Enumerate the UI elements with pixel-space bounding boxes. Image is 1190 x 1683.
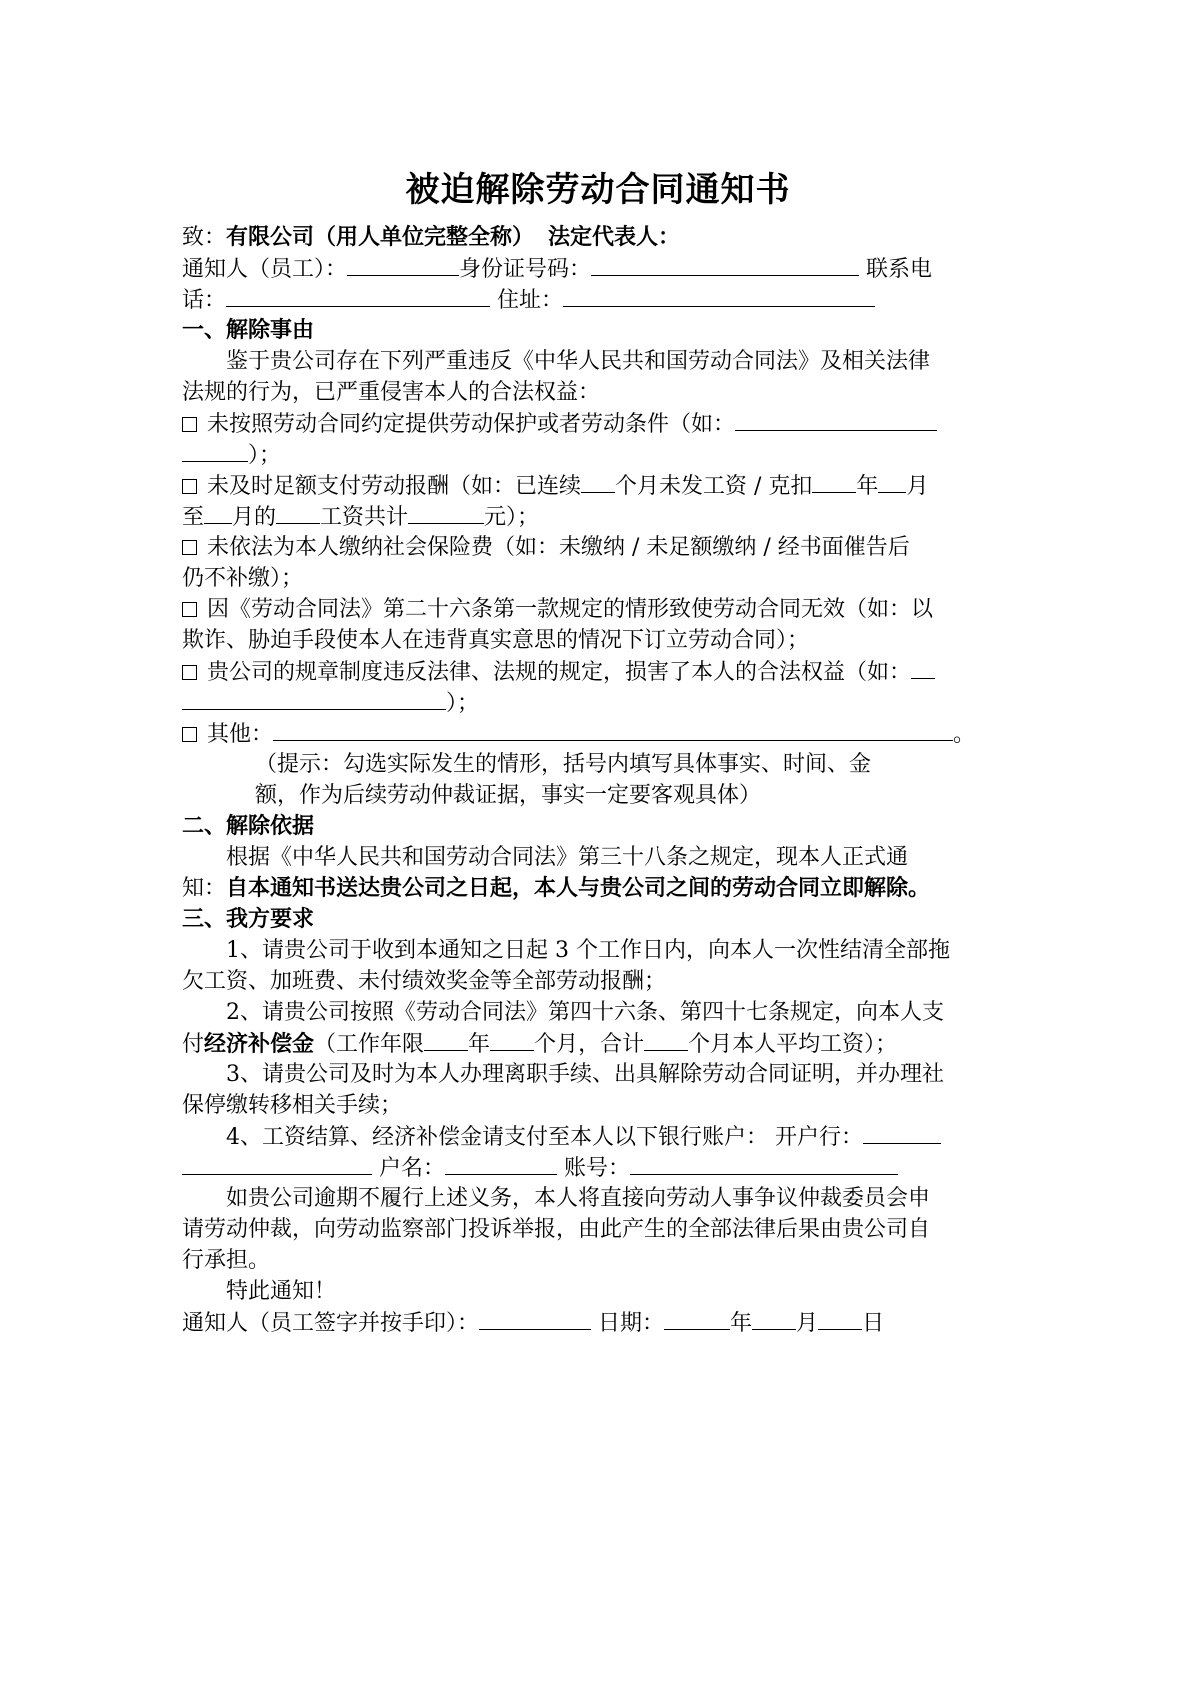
request-2-total-label: 个月，合计 (534, 1032, 645, 1057)
request-4-b (182, 1152, 1014, 1183)
section2-notice: 知： (182, 876, 227, 901)
account-name-label: 户名： (379, 1156, 446, 1181)
date-label: 日期： (598, 1311, 665, 1336)
signature-field[interactable] (479, 1307, 591, 1330)
notifier-name-field[interactable] (347, 253, 459, 276)
section2-text-a: 根据《中华人民共和国劳动合同法》第三十八条之规定，现本人正式通 (226, 845, 909, 870)
work-years-field[interactable] (424, 1028, 468, 1051)
signature-label: 通知人（员工签字并按手印）： (182, 1311, 480, 1336)
reason-1-field[interactable] (735, 408, 937, 431)
unpaid-months-field[interactable] (581, 470, 615, 493)
reason-item-1-cont (182, 439, 1014, 470)
section3-heading: 三、我方要求 (182, 906, 315, 932)
request-3-a: 3、请贵公司及时为本人办理离职手续、出具解除劳动合同证明，并办理社 (226, 1062, 944, 1087)
reason-3-text: 未依法为本人缴纳社会保险费（如：未缴纳 / 未足额缴纳 / 经书面催告后 (207, 535, 910, 560)
reason-2-year: 年 (856, 474, 879, 499)
checkbox-reason-2[interactable] (182, 479, 197, 494)
date-day: 日 (862, 1311, 885, 1336)
reason-4-text: 因《劳动合同法》第二十六条第一款规定的情形致使劳动合同无效（如：以 (207, 597, 934, 622)
phone-field[interactable] (226, 284, 490, 307)
closing-para-c: 行承担。 (182, 1248, 271, 1273)
section1-intro-b: 法规的行为，已严重侵害本人的合法权益： (182, 380, 601, 405)
account-name-field[interactable] (445, 1152, 557, 1175)
legal-rep-label: 法定代表人： (548, 224, 681, 250)
reason-5-close: ）； (446, 691, 480, 716)
deduct-month-to-field[interactable] (204, 501, 232, 524)
reason-other-end: 。 (953, 722, 976, 747)
phone-label: 联系电 (866, 257, 933, 282)
document-body (182, 222, 1014, 1338)
reason-item-2-cont (182, 501, 1014, 532)
hint-line-a: （提示：勾选实际发生的情形，括号内填写具体事实、时间、金 (255, 752, 872, 777)
termination-statement: 自本通知书送达贵公司之日起，本人与贵公司之间的劳动合同立即解除。 (226, 875, 931, 901)
request-2-b (182, 1028, 1014, 1059)
address-field[interactable] (563, 284, 875, 307)
special-notice: 特此通知！ (226, 1279, 337, 1304)
reason-2-month-of: 月的 (232, 505, 277, 530)
reason-item-1 (182, 408, 1014, 439)
date-day-field[interactable] (818, 1307, 862, 1330)
request-3-b: 保停缴转移相关手续； (182, 1093, 403, 1118)
reason-2-text-b: 个月未发工资 / 克扣 (615, 474, 813, 499)
reason-item-4-cont: 欺诈、胁迫手段使本人在违背真实意思的情况下订立劳动合同）； (182, 628, 810, 653)
address-label: 住址： (497, 288, 564, 313)
reason-1-close: ）； (248, 443, 282, 468)
section1-heading: 一、解除事由 (182, 317, 315, 343)
date-year: 年 (730, 1311, 753, 1336)
total-months-field[interactable] (644, 1028, 688, 1051)
request-1-b: 欠工资、加班费、未付绩效奖金等全部劳动报酬； (182, 969, 667, 994)
document-title: 被迫解除劳动合同通知书 (405, 170, 791, 210)
deduct-month-from-field[interactable] (878, 470, 906, 493)
reason-5-text: 贵公司的规章制度违反法律、法规的规定，损害了本人的合法权益（如： (207, 660, 912, 685)
checkbox-reason-3[interactable] (182, 540, 197, 555)
reason-2-yuan: 元）； (484, 505, 540, 530)
work-months-field[interactable] (490, 1028, 534, 1051)
company-name: 有限公司（用人单位完整全称） (226, 224, 535, 250)
request-2-year: 年 (468, 1032, 491, 1057)
section2-text-b (182, 873, 1014, 904)
account-number-field[interactable] (630, 1152, 898, 1175)
id-number-label: 身份证号码： (459, 257, 592, 282)
reason-2-total: 工资共计 (320, 505, 409, 530)
request-4-a (182, 1121, 1014, 1152)
reason-item-5 (182, 656, 1014, 687)
section1-intro-a: 鉴于贵公司存在下列严重违反《中华人民共和国劳动合同法》及相关法律 (226, 349, 931, 374)
to-prefix: 致： (182, 225, 227, 250)
closing-para-b: 请劳动仲裁，向劳动监察部门投诉举报，由此产生的全部法律后果由贵公司自 (182, 1217, 931, 1242)
deduct-year-field[interactable] (812, 470, 856, 493)
date-month: 月 (796, 1311, 819, 1336)
reason-2-month: 月 (906, 474, 929, 499)
reason-2-to: 至 (182, 505, 205, 530)
request-2-a: 2、请贵公司按照《劳动合同法》第四十六条、第四十七条规定，向本人支 (226, 1000, 944, 1025)
phone-address-line (182, 284, 1014, 315)
reason-item-3 (182, 532, 1014, 563)
reason-1-field-cont[interactable] (182, 439, 248, 462)
section2-heading: 二、解除依据 (182, 813, 315, 839)
checkbox-reason-5[interactable] (182, 665, 197, 680)
reason-other-field[interactable] (273, 718, 953, 741)
bank-name-field[interactable] (863, 1121, 941, 1144)
notifier-label: 通知人（员工）： (182, 257, 348, 282)
reason-item-4 (182, 594, 1014, 625)
reason-5-field[interactable] (911, 656, 935, 679)
bank-name-field-cont[interactable] (182, 1152, 372, 1175)
reason-2-text-a: 未及时足额支付劳动报酬（如：已连续 (207, 474, 582, 499)
closing-para-a: 如贵公司逾期不履行上述义务，本人将直接向劳动人事争议仲裁委员会申 (226, 1186, 931, 1211)
reason-item-6 (182, 718, 1014, 749)
date-year-field[interactable] (664, 1307, 730, 1330)
hint-line-b: 额，作为后续劳动仲裁证据，事实一定要客观具体） (255, 783, 762, 808)
deduct-wage-field[interactable] (276, 501, 320, 524)
date-month-field[interactable] (752, 1307, 796, 1330)
checkbox-reason-other[interactable] (182, 727, 197, 742)
request-2-years-label: （工作年限 (314, 1032, 425, 1057)
reason-1-text: 未按照劳动合同约定提供劳动保护或者劳动条件（如： (207, 412, 736, 437)
account-number-label: 账号： (564, 1156, 631, 1181)
reason-item-5-cont (182, 687, 1014, 718)
addressee-line (182, 222, 1014, 253)
notifier-line (182, 253, 1014, 284)
checkbox-reason-4[interactable] (182, 602, 197, 617)
deduct-amount-field[interactable] (408, 501, 484, 524)
id-number-field[interactable] (591, 253, 859, 276)
request-2-pay: 付 (182, 1032, 205, 1057)
reason-other-label: 其他： (207, 722, 274, 747)
reason-item-2 (182, 470, 1014, 501)
compensation-label: 经济补偿金 (204, 1031, 315, 1057)
reason-5-field-cont[interactable] (182, 687, 446, 710)
phone-label-cont: 话： (182, 288, 227, 313)
signature-line (182, 1307, 1014, 1338)
request-1-a: 1、请贵公司于收到本通知之日起 3 个工作日内，向本人一次性结清全部拖 (226, 938, 950, 963)
reason-item-3-cont: 仍不补缴）； (182, 566, 304, 591)
request-2-avg-wage: 个月本人平均工资）； (688, 1032, 898, 1057)
bank-account-text: 4、工资结算、经济补偿金请支付至本人以下银行账户： 开户行： (226, 1125, 863, 1150)
checkbox-reason-1[interactable] (182, 417, 197, 432)
